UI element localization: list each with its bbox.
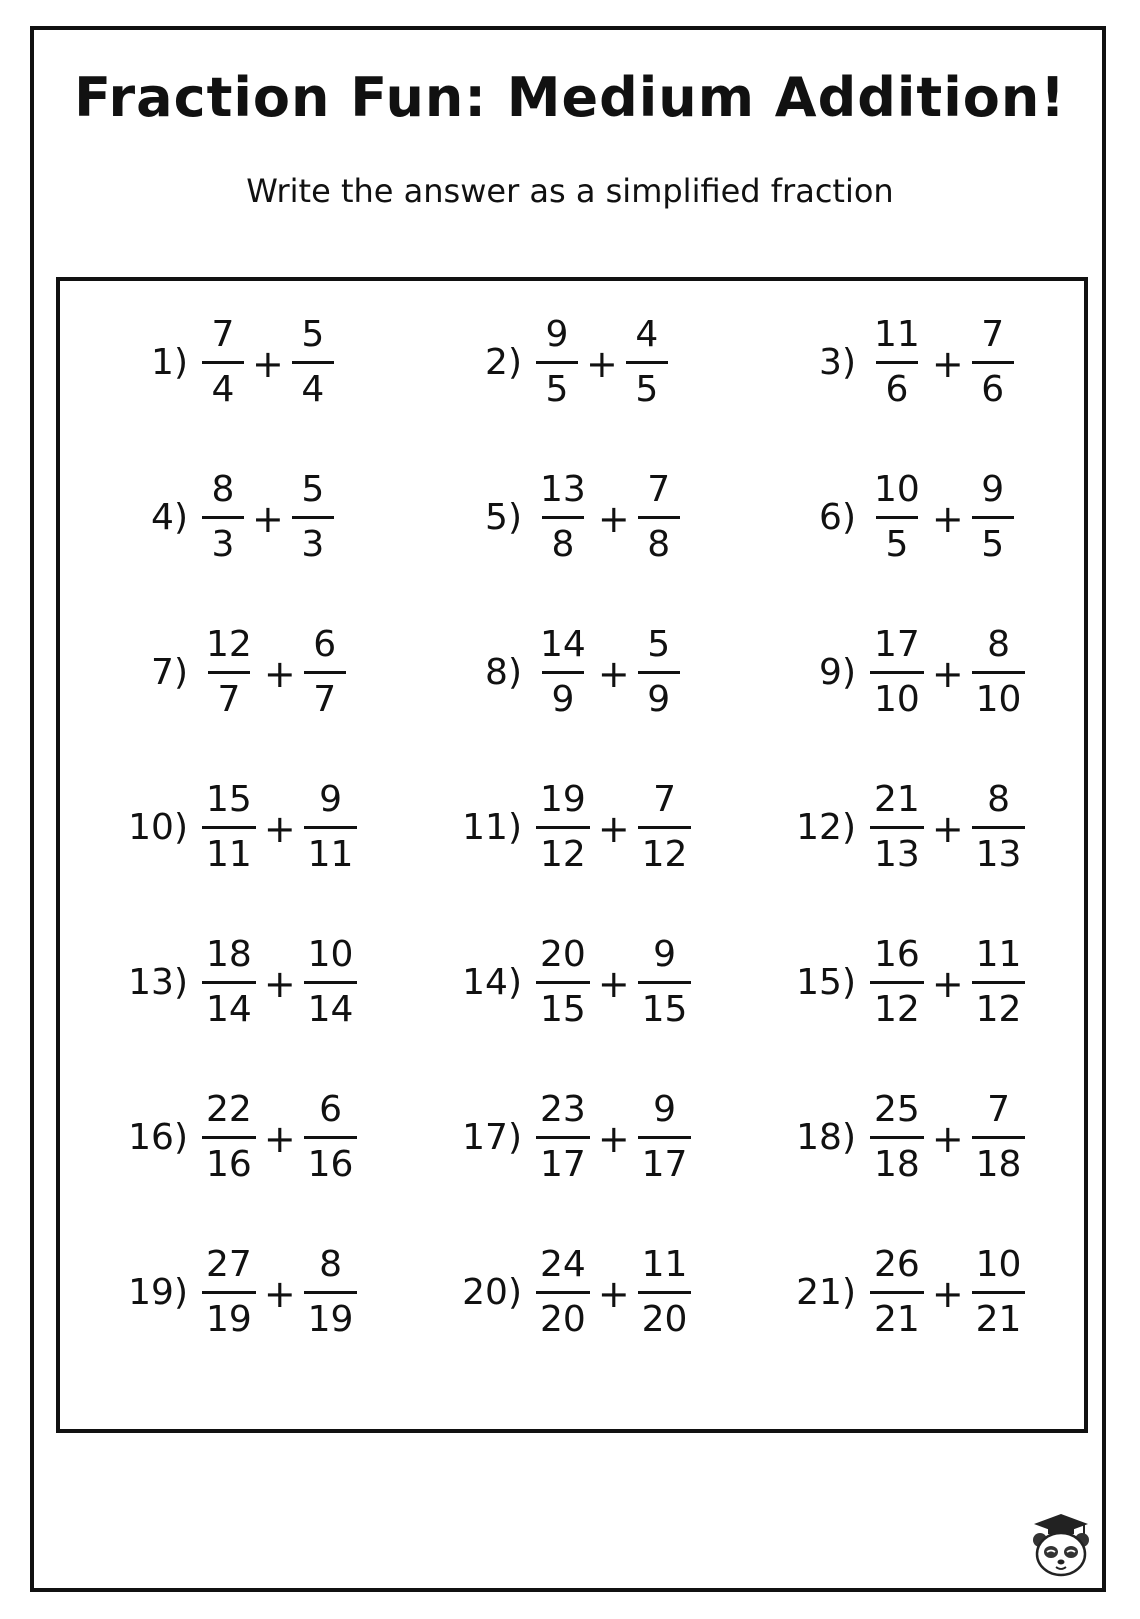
problem-number: 14) [462, 961, 522, 1003]
fraction-a [202, 778, 256, 875]
denominator: 11 [304, 826, 358, 873]
plus-sign: + [586, 342, 618, 386]
problem-item [444, 1072, 691, 1202]
numerator: 25 [874, 1088, 920, 1130]
plus-sign: + [597, 962, 630, 1006]
fraction-b [972, 468, 1014, 565]
plus-sign: + [931, 1272, 964, 1316]
plus-sign: + [597, 807, 630, 851]
numerator: 13 [540, 468, 586, 510]
denominator: 6 [876, 361, 918, 408]
numerator: 6 [319, 1088, 343, 1130]
numerator: 27 [206, 1243, 252, 1285]
fraction-a [536, 313, 578, 410]
fraction-a [536, 1088, 590, 1185]
problem-number: 8) [485, 651, 522, 693]
plus-sign: + [597, 1117, 630, 1161]
fraction-b [638, 1243, 692, 1340]
denominator: 3 [202, 516, 244, 563]
denominator: 7 [304, 671, 346, 718]
problem-item [110, 1227, 357, 1357]
problem-number: 13) [128, 961, 188, 1003]
plus-sign: + [931, 1117, 964, 1161]
panda-graduate-icon [1028, 1510, 1094, 1580]
fraction-a [536, 933, 590, 1030]
problem-number: 3) [819, 341, 856, 383]
denominator: 8 [638, 516, 680, 563]
denominator: 4 [292, 361, 334, 408]
numerator: 10 [307, 933, 354, 975]
fraction-b [638, 468, 680, 565]
numerator: 20 [540, 933, 586, 975]
denominator: 5 [972, 516, 1014, 563]
numerator: 22 [206, 1088, 252, 1130]
numerator: 19 [540, 778, 586, 820]
fraction-b [972, 778, 1026, 875]
numerator: 12 [206, 623, 252, 665]
numerator: 8 [987, 778, 1011, 820]
plus-sign: + [263, 1272, 296, 1316]
problem-item [110, 762, 357, 892]
numerator: 24 [540, 1243, 586, 1285]
problem-item [778, 1072, 1025, 1202]
denominator: 21 [972, 1291, 1026, 1338]
fraction-b [304, 1243, 358, 1340]
problem-item [778, 297, 1014, 427]
fraction-a [536, 468, 590, 565]
fraction-b [972, 933, 1026, 1030]
denominator: 21 [870, 1291, 924, 1338]
fraction-a [202, 1088, 256, 1185]
numerator: 9 [319, 778, 343, 820]
numerator: 6 [313, 623, 337, 665]
problem-number: 16) [128, 1116, 188, 1158]
denominator: 15 [638, 981, 692, 1028]
problem-item [110, 607, 346, 737]
fraction-b [638, 933, 692, 1030]
numerator: 16 [874, 933, 920, 975]
problem-item [444, 607, 680, 737]
fraction-a [870, 468, 924, 565]
numerator: 5 [301, 468, 325, 510]
numerator: 8 [211, 468, 235, 510]
fraction-b [638, 1088, 692, 1185]
numerator: 7 [211, 313, 235, 355]
fraction-b [292, 313, 334, 410]
denominator: 10 [870, 671, 924, 718]
fraction-b [638, 778, 692, 875]
fraction-b [626, 313, 668, 410]
denominator: 20 [638, 1291, 692, 1338]
numerator: 7 [653, 778, 677, 820]
problem-number: 20) [462, 1271, 522, 1313]
numerator: 7 [981, 313, 1005, 355]
numerator: 5 [301, 313, 325, 355]
fraction-b [304, 623, 346, 720]
problem-item [444, 762, 691, 892]
numerator: 18 [206, 933, 252, 975]
problem-item [778, 607, 1025, 737]
problem-number: 15) [796, 961, 856, 1003]
denominator: 16 [202, 1136, 256, 1183]
problem-item [110, 1072, 357, 1202]
problem-item [778, 917, 1025, 1047]
denominator: 19 [304, 1291, 358, 1338]
numerator: 17 [874, 623, 920, 665]
denominator: 14 [304, 981, 358, 1028]
problem-number: 21) [796, 1271, 856, 1313]
problem-number: 5) [485, 496, 522, 538]
numerator: 4 [635, 313, 659, 355]
numerator: 11 [641, 1243, 688, 1285]
problem-item [444, 452, 680, 582]
problem-item [110, 452, 334, 582]
denominator: 5 [536, 361, 578, 408]
fraction-a [870, 1088, 924, 1185]
denominator: 3 [292, 516, 334, 563]
numerator: 5 [647, 623, 671, 665]
fraction-b [972, 313, 1014, 410]
plus-sign: + [931, 342, 964, 386]
numerator: 10 [975, 1243, 1022, 1285]
fraction-a [870, 623, 924, 720]
numerator: 7 [647, 468, 671, 510]
denominator: 9 [542, 671, 584, 718]
plus-sign: + [252, 342, 284, 386]
problem-number: 2) [485, 341, 522, 383]
denominator: 8 [542, 516, 584, 563]
plus-sign: + [931, 652, 964, 696]
plus-sign: + [931, 807, 964, 851]
fraction-a [870, 933, 924, 1030]
fraction-a [202, 313, 244, 410]
fraction-a [536, 778, 590, 875]
problem-number: 18) [796, 1116, 856, 1158]
denominator: 7 [208, 671, 250, 718]
problem-number: 19) [128, 1271, 188, 1313]
denominator: 5 [626, 361, 668, 408]
numerator: 15 [206, 778, 252, 820]
plus-sign: + [263, 807, 296, 851]
fraction-a [202, 623, 256, 720]
numerator: 9 [981, 468, 1005, 510]
plus-sign: + [597, 497, 630, 541]
plus-sign: + [263, 962, 296, 1006]
denominator: 19 [202, 1291, 256, 1338]
problem-number: 9) [819, 651, 856, 693]
problems-box [56, 277, 1088, 1433]
fraction-a [870, 1243, 924, 1340]
problem-item [110, 917, 357, 1047]
denominator: 6 [972, 361, 1014, 408]
plus-sign: + [597, 652, 630, 696]
fraction-a [870, 778, 924, 875]
denominator: 13 [972, 826, 1026, 873]
denominator: 4 [202, 361, 244, 408]
denominator: 17 [638, 1136, 692, 1183]
problem-number: 1) [151, 341, 188, 383]
problem-item [444, 297, 668, 427]
problem-number: 4) [151, 496, 188, 538]
numerator: 9 [653, 933, 677, 975]
problem-number: 12) [796, 806, 856, 848]
denominator: 12 [972, 981, 1026, 1028]
plus-sign: + [263, 1117, 296, 1161]
problem-item [778, 1227, 1025, 1357]
denominator: 9 [638, 671, 680, 718]
numerator: 10 [874, 468, 920, 510]
fraction-a [870, 313, 924, 410]
numerator: 21 [874, 778, 920, 820]
plus-sign: + [931, 497, 964, 541]
fraction-b [304, 778, 358, 875]
numerator: 8 [319, 1243, 343, 1285]
plus-sign: + [252, 497, 284, 541]
fraction-a [202, 933, 256, 1030]
denominator: 12 [870, 981, 924, 1028]
denominator: 5 [876, 516, 918, 563]
fraction-a [202, 1243, 256, 1340]
numerator: 14 [540, 623, 586, 665]
worksheet-instructions: Write the answer as a simplified fraction [246, 172, 894, 210]
numerator: 9 [545, 313, 569, 355]
numerator: 11 [975, 933, 1022, 975]
denominator: 11 [202, 826, 256, 873]
fraction-b [972, 1243, 1026, 1340]
numerator: 7 [987, 1088, 1011, 1130]
problem-number: 11) [462, 806, 522, 848]
numerator: 26 [874, 1243, 920, 1285]
fraction-b [972, 1088, 1026, 1185]
problems-grid [60, 281, 1084, 1429]
problem-item [444, 917, 691, 1047]
fraction-b [292, 468, 334, 565]
denominator: 15 [536, 981, 590, 1028]
plus-sign: + [931, 962, 964, 1006]
problem-item [778, 452, 1014, 582]
problem-number: 10) [128, 806, 188, 848]
denominator: 14 [202, 981, 256, 1028]
plus-sign: + [263, 652, 296, 696]
denominator: 10 [972, 671, 1026, 718]
denominator: 12 [536, 826, 590, 873]
problem-item [778, 762, 1025, 892]
fraction-a [536, 1243, 590, 1340]
problem-number: 17) [462, 1116, 522, 1158]
numerator: 23 [540, 1088, 586, 1130]
denominator: 17 [536, 1136, 590, 1183]
numerator: 8 [987, 623, 1011, 665]
plus-sign: + [597, 1272, 630, 1316]
fraction-b [304, 1088, 358, 1185]
worksheet-title: Fraction Fun: Medium Addition! [74, 66, 1066, 129]
problem-number: 7) [151, 651, 188, 693]
denominator: 16 [304, 1136, 358, 1183]
denominator: 20 [536, 1291, 590, 1338]
problem-item [110, 297, 334, 427]
denominator: 12 [638, 826, 692, 873]
fraction-b [972, 623, 1026, 720]
denominator: 18 [870, 1136, 924, 1183]
denominator: 13 [870, 826, 924, 873]
fraction-a [202, 468, 244, 565]
fraction-b [304, 933, 358, 1030]
problem-item [444, 1227, 691, 1357]
denominator: 18 [972, 1136, 1026, 1183]
fraction-a [536, 623, 590, 720]
numerator: 9 [653, 1088, 677, 1130]
numerator: 11 [874, 313, 920, 355]
problem-number: 6) [819, 496, 856, 538]
fraction-b [638, 623, 680, 720]
